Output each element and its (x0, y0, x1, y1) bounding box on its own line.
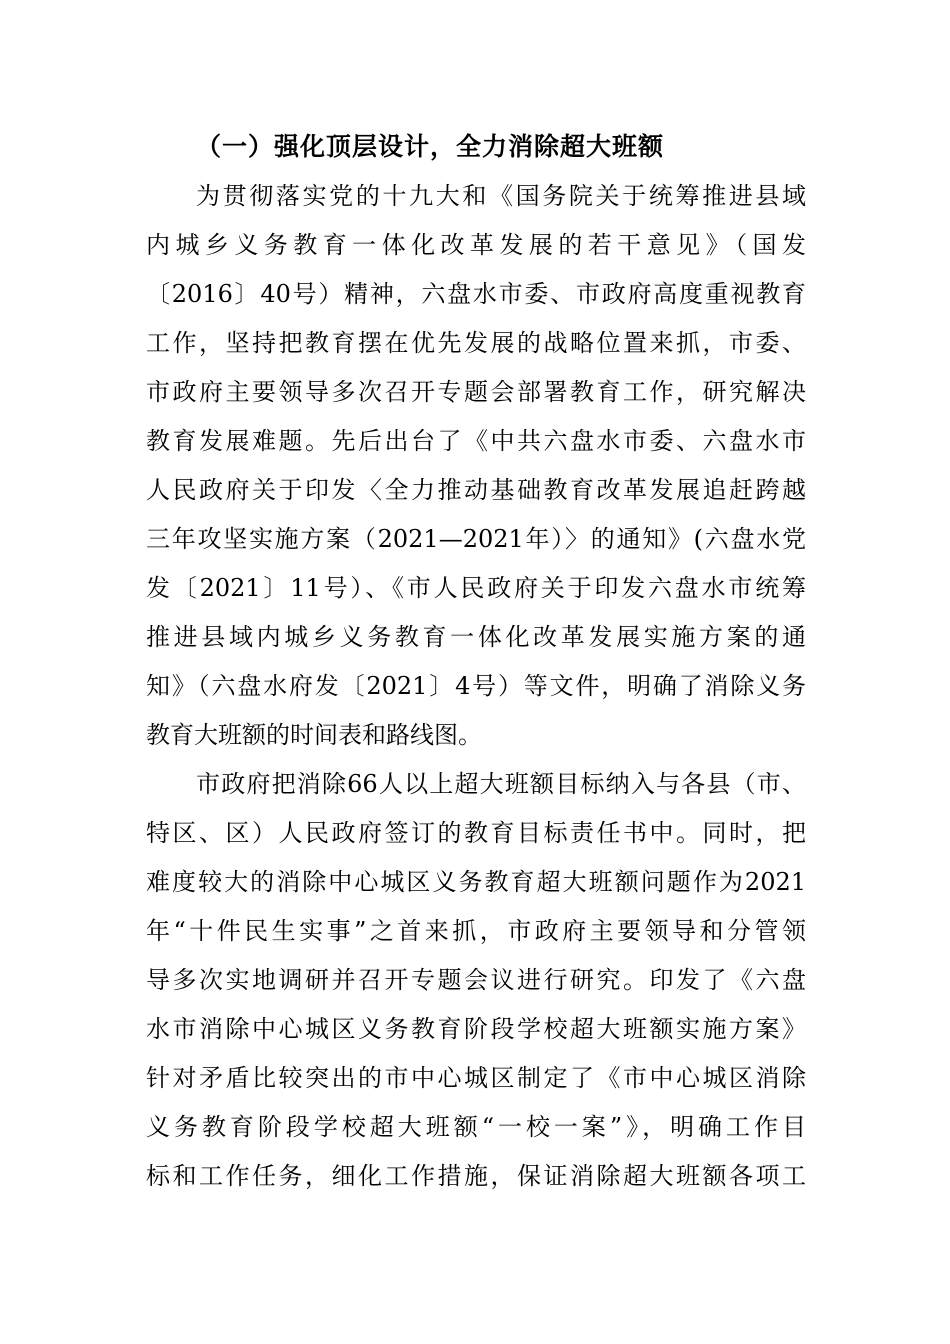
paragraph-2-line-4: 年“十件民生实事”之首来抓，市政府主要领导和分管领 (146, 917, 806, 945)
paragraph-1-line-2: 内城乡义务教育一体化改革发展的若干意见》（国发 (146, 231, 806, 259)
paragraph-2-line-9: 标和工作任务，细化工作措施，保证消除超大班额各项工 (146, 1162, 806, 1190)
paragraph-1-line-9: 发〔2021〕11号）、《市人民政府关于印发六盘水市统筹 (146, 574, 806, 602)
paragraph-2-line-5: 导多次实地调研并召开专题会议进行研究。印发了《六盘 (146, 966, 806, 994)
paragraph-1-line-7: 人民政府关于印发〈全力推动基础教育改革发展追赶跨越 (146, 476, 806, 504)
paragraph-1-line-12: 教育大班额的时间表和路线图。 (146, 721, 482, 749)
paragraph-1-line-6: 教育发展难题。先后出台了《中共六盘水市委、六盘水市 (146, 427, 806, 455)
paragraph-2-line-8: 义务教育阶段学校超大班额“一校一案”》，明确工作目 (146, 1113, 806, 1141)
paragraph-1-line-1: 为贯彻落实党的十九大和《国务院关于统筹推进县域 (196, 182, 806, 210)
paragraph-2-line-7: 针对矛盾比较突出的市中心城区制定了《市中心城区消除 (146, 1064, 806, 1092)
paragraph-1-line-3: 〔2016〕40号）精神，六盘水市委、市政府高度重视教育 (146, 280, 806, 308)
paragraph-2-line-2: 特区、区）人民政府签订的教育目标责任书中。同时，把 (146, 819, 806, 847)
section-heading: （一）强化顶层设计，全力消除超大班额 (196, 132, 665, 161)
paragraph-2-line-6: 水市消除中心城区义务教育阶段学校超大班额实施方案》 (146, 1015, 806, 1043)
paragraph-1-line-11: 知》（六盘水府发〔2021〕4号）等文件，明确了消除义务 (146, 672, 806, 700)
paragraph-1-line-4: 工作，坚持把教育摆在优先发展的战略位置来抓，市委、 (146, 329, 806, 357)
paragraph-2-line-3: 难度较大的消除中心城区义务教育超大班额问题作为2021 (146, 868, 806, 896)
paragraph-1-line-8: 三年攻坚实施方案（2021—2021年）〉的通知》(六盘水党 (146, 525, 806, 553)
paragraph-1-line-10: 推进县域内城乡义务教育一体化改革发展实施方案的通 (146, 623, 806, 651)
paragraph-2-line-1: 市政府把消除66人以上超大班额目标纳入与各县（市、 (196, 770, 806, 798)
paragraph-1-line-5: 市政府主要领导多次召开专题会部署教育工作，研究解决 (146, 378, 806, 406)
